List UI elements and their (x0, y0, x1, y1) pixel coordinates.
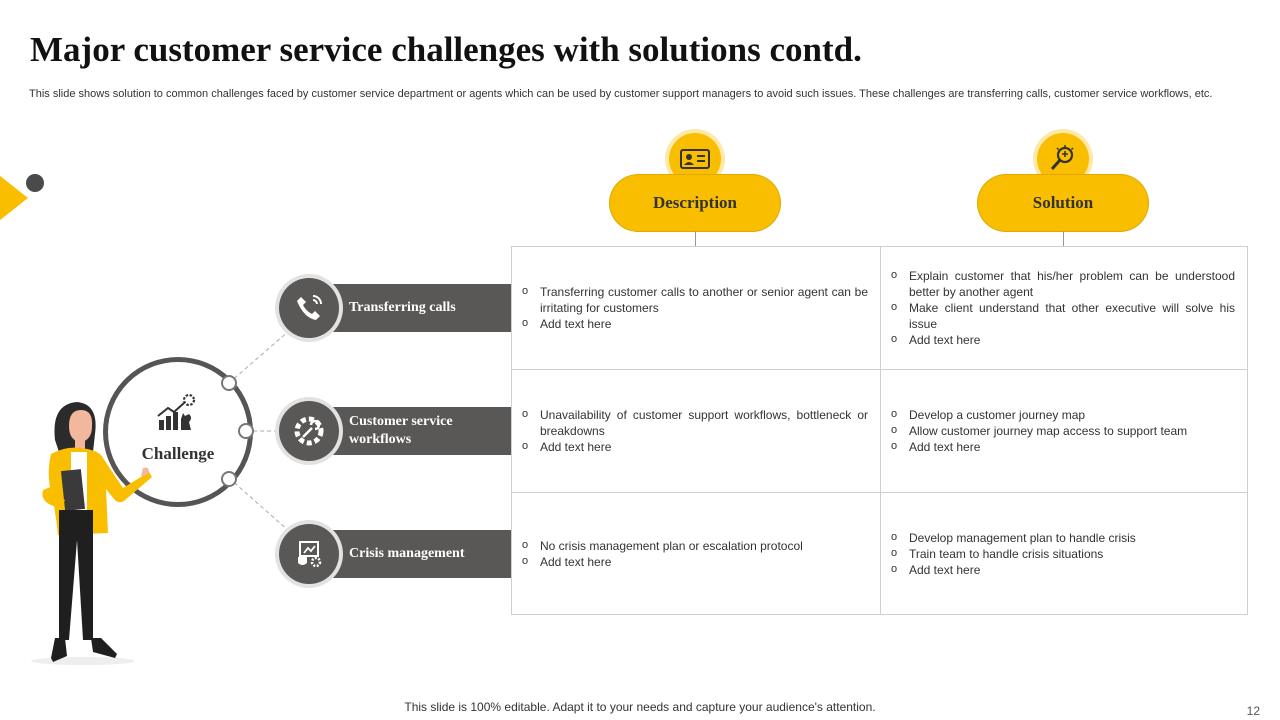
support-tools-icon (279, 401, 339, 461)
list-item: o Transferring customer calls to another or senior agent can be irritating for customers (522, 284, 868, 316)
list-item: o Add text here (891, 562, 1235, 578)
slide-title: Major customer service challenges with solutions contd. (30, 30, 862, 69)
list-item: o Train team to handle crisis situations (891, 546, 1235, 562)
list-item: o Explain customer that his/her problem can be understood better by another agent (891, 268, 1235, 300)
list-item: o Make client understand that other executive will solve his issue (891, 300, 1235, 332)
list-item: o Add text here (522, 554, 868, 570)
list-item: o Add text here (891, 439, 1235, 455)
ring-knob (221, 471, 237, 487)
ring-knob (238, 423, 254, 439)
challenge-bar-crisis-management: Crisis management (318, 530, 511, 578)
list-item: o Develop management plan to handle crisis (891, 530, 1235, 546)
ring-knob (221, 375, 237, 391)
page-number: 12 (1246, 704, 1260, 718)
crisis-shield-icon (279, 524, 339, 584)
description-header: Description (610, 175, 780, 231)
list-item: o Add text here (891, 332, 1235, 348)
slide-subtitle: This slide shows solution to common challenges faced by customer service department or agents which can be used by customer support managers to avoid such issues. These challenges are transferring calls, customer service workflows, etc. (29, 88, 1213, 100)
solution-header: Solution (978, 175, 1148, 231)
list-item: o Develop a customer journey map (891, 407, 1235, 423)
footer-note: This slide is 100% editable. Adapt it to your needs and capture your audience's attention. (404, 700, 876, 714)
list-item: o Unavailability of customer support workflows, bottleneck or breakdowns (522, 407, 868, 439)
list-item: o No crisis management plan or escalation protocol (522, 538, 868, 554)
challenge-label: Challenge (141, 444, 215, 463)
list-item: o Add text here (522, 316, 868, 332)
growth-strategy-icon (155, 392, 197, 439)
phone-transfer-icon (279, 278, 339, 338)
presenter-woman-illustration (25, 398, 155, 670)
challenge-bar-customer-service-workflows: Customer service workflows (318, 407, 511, 455)
list-item: o Allow customer journey map access to support team (891, 423, 1235, 439)
challenge-bar-transferring-calls: Transferring calls (318, 284, 511, 332)
list-item: o Add text here (522, 439, 868, 455)
